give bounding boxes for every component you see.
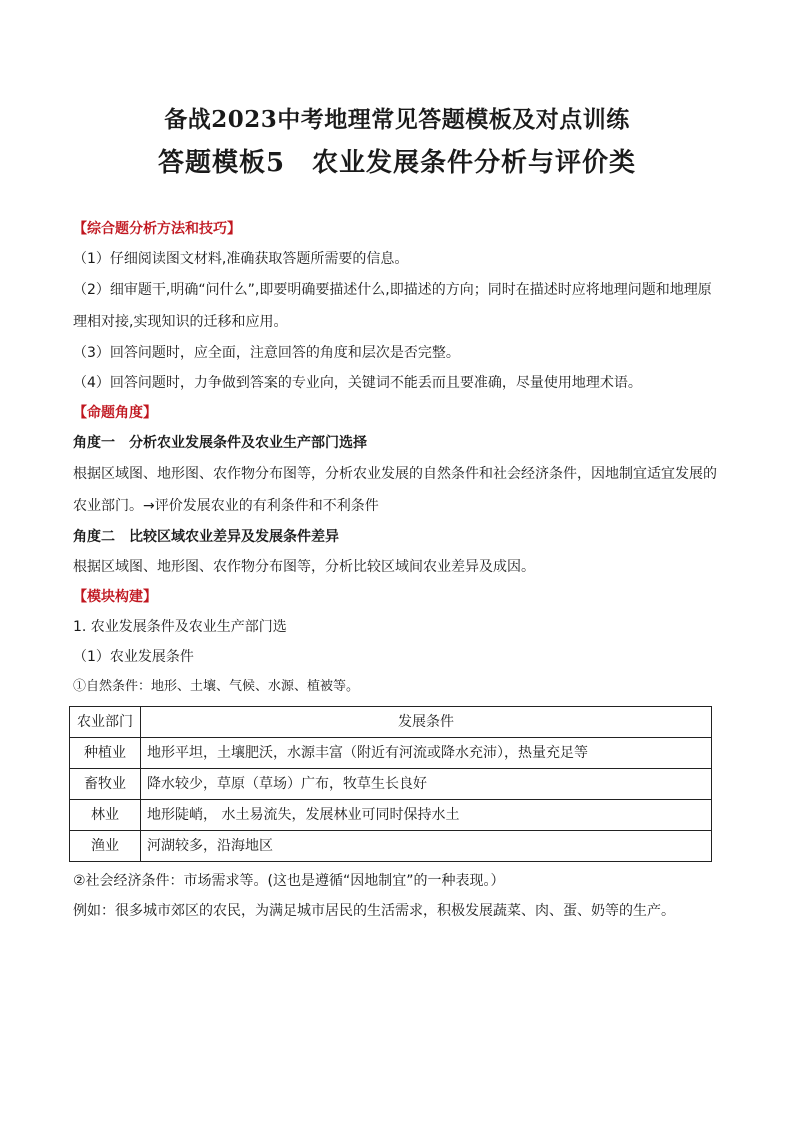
table-row bbox=[70, 769, 712, 800]
document-title: 备战2023中考地理常见答题模板及对点训练 bbox=[164, 106, 630, 133]
module-item-1-1: （1）农业发展条件 bbox=[73, 649, 194, 665]
section-heading-methods: 【综合题分析方法和技巧】 bbox=[73, 221, 241, 237]
module-item-1: 1. 农业发展条件及农业生产部门选 bbox=[73, 619, 287, 635]
document-body bbox=[73, 214, 723, 926]
table-header-dept: 农业部门 bbox=[70, 707, 141, 738]
table-cell-cond: 地形陡峭， 水土易流失，发展林业可同时保持水土 bbox=[141, 800, 712, 831]
table-cell-dept: 种植业 bbox=[70, 738, 141, 769]
agriculture-conditions-table bbox=[69, 706, 712, 862]
table-cell-dept: 渔业 bbox=[70, 831, 141, 862]
table-row bbox=[70, 831, 712, 862]
document-subtitle: 答题模板5 农业发展条件分析与评价类 bbox=[157, 148, 637, 178]
natural-conditions: ①自然条件：地形、土壤、气候、水源、植被等。 bbox=[73, 679, 360, 694]
table-cell-dept: 林业 bbox=[70, 800, 141, 831]
angle-2-text: 根据区域图、地形图、农作物分布图等，分析比较区域间农业差异及成因。 bbox=[73, 559, 535, 575]
example-text: 例如：很多城市郊区的农民，为满足城市居民的生活需求，积极发展蔬菜、肉、蛋、奶等的生产。 bbox=[73, 903, 675, 919]
section-heading-angles: 【命题角度】 bbox=[73, 405, 157, 421]
table-row bbox=[70, 738, 712, 769]
angle-1-heading: 角度一 分析农业发展条件及农业生产部门选择 bbox=[73, 435, 367, 451]
table-cell-cond: 河湖较多，沿海地区 bbox=[141, 831, 712, 862]
social-conditions: ②社会经济条件：市场需求等。(这也是遵循“因地制宜”的一种表现。） bbox=[73, 873, 505, 889]
table-row bbox=[70, 800, 712, 831]
method-item-1: （1）仔细阅读图文材料,准确获取答题所需要的信息。 bbox=[73, 251, 409, 267]
method-item-3: （3）回答问题时，应全面，注意回答的角度和层次是否完整。 bbox=[73, 345, 460, 361]
table-cell-dept: 畜牧业 bbox=[70, 769, 141, 800]
table-header-row bbox=[70, 707, 712, 738]
table-cell-cond: 降水较少，草原（草场）广布，牧草生长良好 bbox=[141, 769, 712, 800]
angle-2-heading: 角度二 比较区域农业差异及发展条件差异 bbox=[73, 529, 339, 545]
table-header-cond: 发展条件 bbox=[141, 707, 712, 738]
section-heading-module: 【模块构建】 bbox=[73, 589, 157, 605]
table-cell-cond: 地形平坦，土壤肥沃，水源丰富（附近有河流或降水充沛），热量充足等 bbox=[141, 738, 712, 769]
method-item-4: （4）回答问题时，力争做到答案的专业向，关键词不能丢而且要准确，尽量使用地理术语。 bbox=[73, 375, 642, 391]
angle-1-text: 根据区域图、地形图、农作物分布图等，分析农业发展的自然条件和社会经济条件，因地制宜适宜发展的农业部门。→评价发展农业的有利条件和不利条件 bbox=[73, 466, 717, 514]
method-item-2: （2）细审题干,明确“问什么”,即要明确要描述什么,即描述的方向；同时在描述时应将地理问题和地理原理相对接,实现知识的迁移和应用。 bbox=[73, 282, 712, 330]
